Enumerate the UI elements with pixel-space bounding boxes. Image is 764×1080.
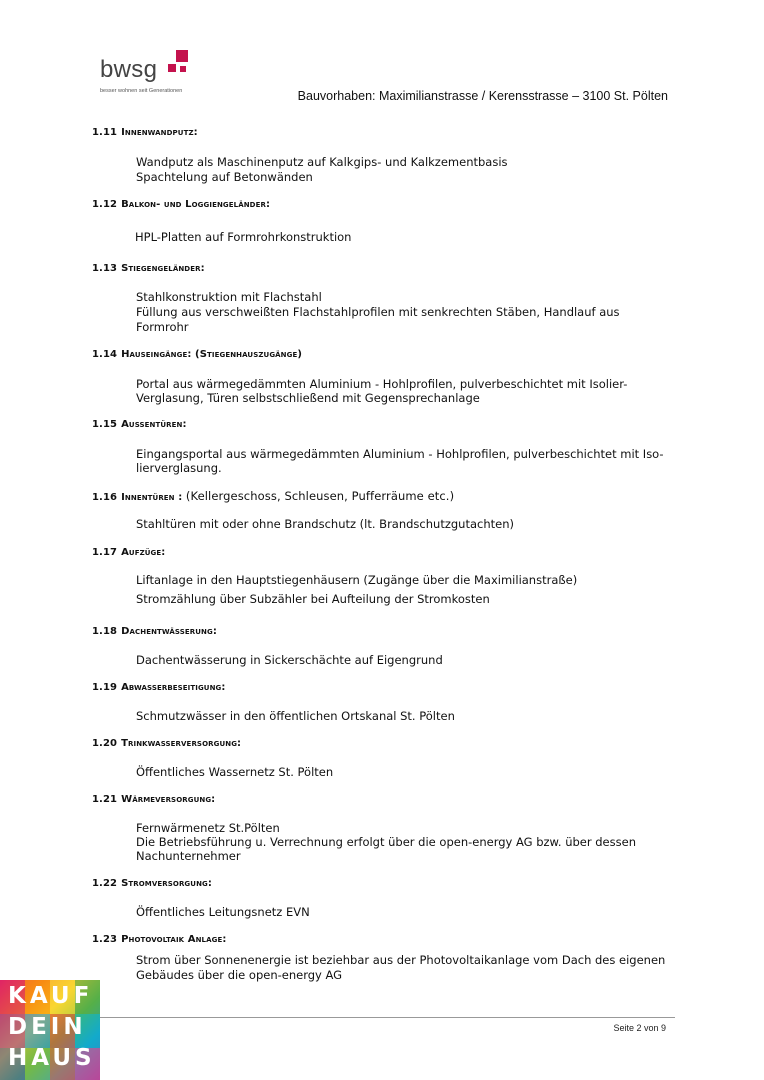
body-line: Dachentwässerung in Sickerschächte auf Eigengrund bbox=[136, 653, 443, 667]
kauf-dein-haus-badge bbox=[0, 980, 100, 1080]
section-heading: Balkon- und Loggiengeländer: bbox=[121, 199, 271, 210]
section-title bbox=[92, 934, 226, 945]
section-number: 1.16 bbox=[92, 492, 118, 503]
section-heading: Stromversorgung: bbox=[121, 878, 212, 889]
section-heading: Hauseingänge: (Stiegenhauszugänge) bbox=[121, 349, 303, 360]
section-heading: Trinkwasserversorgung: bbox=[121, 738, 242, 749]
bwsg-logo bbox=[100, 48, 200, 100]
section-number: 1.21 bbox=[92, 794, 118, 805]
section-number: 1.19 bbox=[92, 682, 118, 693]
body-line: Stromzählung über Subzähler bei Aufteilung der Stromkosten bbox=[136, 592, 490, 606]
section-number: 1.14 bbox=[92, 349, 118, 360]
section-number: 1.23 bbox=[92, 934, 118, 945]
project-header: Bauvorhaben: Maximilianstrasse / Kerensstrasse – 3100 St. Pölten bbox=[297, 89, 668, 103]
body-line: Öffentliches Wassernetz St. Pölten bbox=[136, 765, 334, 779]
logo-square-large bbox=[176, 50, 188, 62]
body-line: Wandputz als Maschinenputz auf Kalkgips- und Kalkzementbasis bbox=[136, 155, 508, 169]
section-heading-suffix: (Kellergeschoss, Schleusen, Pufferräume etc.) bbox=[185, 489, 455, 503]
body-line: Stahlkonstruktion mit Flachstahl bbox=[136, 290, 322, 304]
section-title bbox=[92, 547, 165, 558]
section-heading: Aussentüren: bbox=[121, 419, 187, 430]
badge-row-3: HAUS bbox=[8, 1045, 96, 1071]
section-heading: Dachentwässerung: bbox=[121, 626, 217, 637]
section-title bbox=[92, 626, 217, 637]
section-heading: Wärmeversorgung: bbox=[121, 794, 216, 805]
section-heading: Abwasserbeseitigung: bbox=[121, 682, 226, 693]
section-title bbox=[92, 199, 270, 210]
body-line: Spachtelung auf Betonwänden bbox=[136, 170, 313, 184]
section-title bbox=[92, 127, 198, 138]
body-line: Verglasung, Türen selbstschließend mit Gegensprechanlage bbox=[136, 391, 480, 405]
section-heading: Stiegengeländer: bbox=[121, 263, 205, 274]
badge-row-2: DEIN bbox=[8, 1014, 87, 1040]
section-title bbox=[92, 489, 454, 503]
body-line: Schmutzwässer in den öffentlichen Ortskanal St. Pölten bbox=[136, 709, 455, 723]
body-line: Strom über Sonnenenergie ist beziehbar aus der Photovoltaikanlage vom Dach des eigenen bbox=[136, 953, 666, 967]
body-line: Nachunternehmer bbox=[136, 849, 241, 863]
body-line: Liftanlage in den Hauptstiegenhäusern (Zugänge über die Maximilianstraße) bbox=[136, 573, 578, 587]
section-title bbox=[92, 263, 205, 274]
section-number: 1.12 bbox=[92, 199, 118, 210]
logo-tagline: besser wohnen seit Generationen bbox=[100, 88, 183, 94]
body-line: Formrohr bbox=[136, 320, 189, 334]
section-number: 1.11 bbox=[92, 127, 118, 138]
section-number: 1.20 bbox=[92, 738, 118, 749]
section-title bbox=[92, 349, 302, 360]
section-number: 1.22 bbox=[92, 878, 118, 889]
body-line: Eingangsportal aus wärmegedämmten Aluminium - Hohlprofilen, pulverbeschichtet mit Iso- bbox=[136, 447, 664, 461]
body-line: lierverglasung. bbox=[136, 461, 222, 475]
page-number: Seite 2 von 9 bbox=[613, 1023, 666, 1033]
body-line: Fernwärmenetz St.Pölten bbox=[136, 821, 280, 835]
logo-square-small bbox=[180, 66, 186, 72]
body-line: Öffentliches Leitungsnetz EVN bbox=[136, 905, 310, 919]
badge-row-1: KAUF bbox=[8, 983, 94, 1009]
section-heading: Innentüren : bbox=[121, 492, 183, 503]
body-line: Portal aus wärmegedämmten Aluminium - Hohlprofilen, pulverbeschichtet mit Isolier- bbox=[136, 377, 628, 391]
logo-wordmark: bwsg bbox=[100, 56, 158, 83]
section-title bbox=[92, 794, 215, 805]
section-title bbox=[92, 738, 241, 749]
body-line: Stahltüren mit oder ohne Brandschutz (lt. Brandschutzgutachten) bbox=[136, 517, 514, 531]
section-number: 1.15 bbox=[92, 419, 118, 430]
section-heading: Aufzüge: bbox=[121, 547, 166, 558]
body-line: Die Betriebsführung u. Verrechnung erfolgt über die open-energy AG bzw. über dessen bbox=[136, 835, 636, 849]
section-title bbox=[92, 878, 212, 889]
logo-square-medium bbox=[168, 64, 176, 72]
section-number: 1.17 bbox=[92, 547, 118, 558]
section-title bbox=[92, 419, 187, 430]
body-line: HPL-Platten auf Formrohrkonstruktion bbox=[135, 230, 352, 244]
body-line: Füllung aus verschweißten Flachstahlprofilen mit senkrechten Stäben, Handlauf aus bbox=[136, 305, 620, 319]
section-heading: Innenwandputz: bbox=[121, 127, 198, 138]
body-line: Gebäudes über die open-energy AG bbox=[136, 968, 343, 982]
section-heading: Photovoltaik Anlage: bbox=[121, 934, 227, 945]
section-title bbox=[92, 682, 226, 693]
footer-divider bbox=[92, 1017, 675, 1018]
section-number: 1.18 bbox=[92, 626, 118, 637]
section-number: 1.13 bbox=[92, 263, 118, 274]
